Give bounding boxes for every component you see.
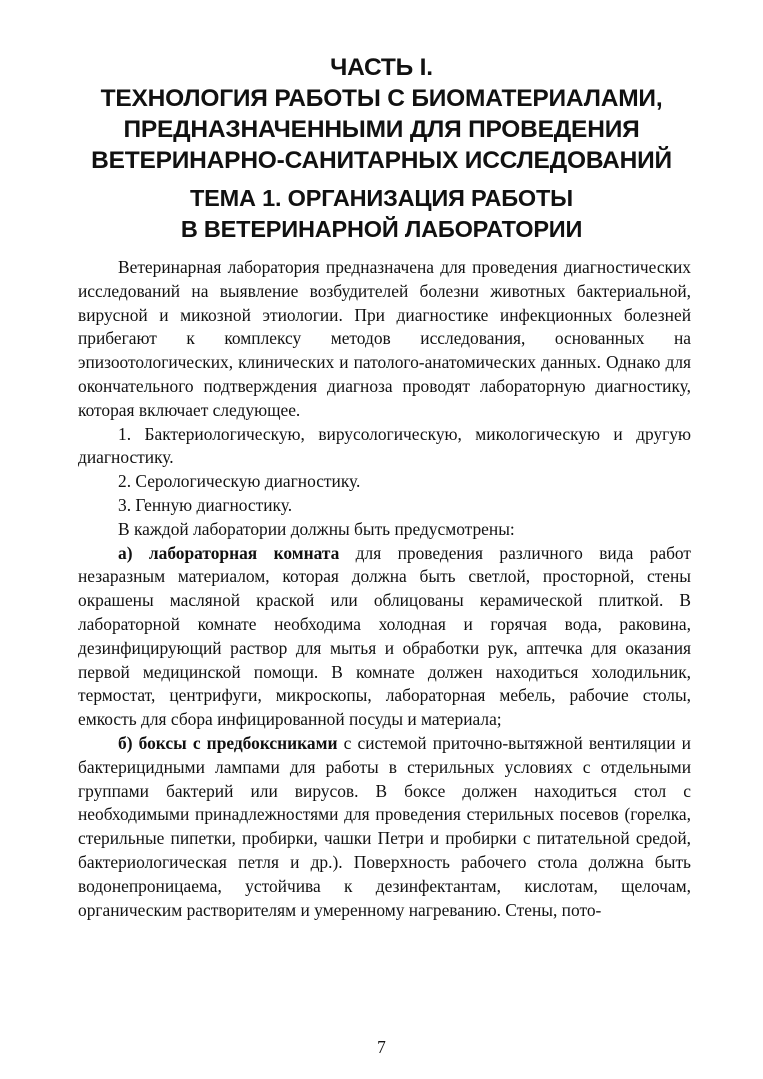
- list-item-2: 2. Серологическую диагностику.: [118, 471, 361, 492]
- part-title: [40, 52, 723, 176]
- part-title-line-2: ТЕХНОЛОГИЯ РАБОТЫ С БИОМАТЕРИАЛАМИ,: [100, 85, 663, 112]
- lab-requirements-intro: В каждой лаборатории должны быть предусмотрены:: [118, 518, 515, 539]
- part-title-line-3: ПРЕДНАЗНАЧЕННЫМИ ДЛЯ ПРОВЕДЕНИЯ: [123, 116, 640, 143]
- lab-room-term: а) лабораторная комната: [118, 542, 340, 563]
- part-title-line-1: ЧАСТЬ I.: [330, 54, 433, 81]
- list-item-3: 3. Генную диагностику.: [118, 494, 293, 515]
- intro-paragraph: Ветеринарная лаборатория предназначена для проведения диагностических исследований на выявление возбудителей болезни животных бактериальной, вирусной и микозной этиологии. При диагностике инфекционных болезней прибегают к комплексу методов исследования, основанных на эпизоотологических, клинических и патолого-анатомических данных. Однако для окончательного подтверждения диагноза проводят лабораторную диагностику, которая включает следующее.: [78, 257, 691, 420]
- topic-title-line-1: ТЕМА 1. ОРГАНИЗАЦИЯ РАБОТЫ: [190, 185, 573, 211]
- topic-title: [40, 183, 723, 245]
- page-number: 7: [377, 1037, 386, 1057]
- paragraph-lab-room: [78, 542, 691, 732]
- part-title-line-4: ВЕТЕРИНАРНО-САНИТАРНЫХ ИССЛЕДОВАНИЙ: [91, 147, 672, 174]
- boxes-term: б) боксы с предбоксниками: [118, 732, 338, 753]
- topic-title-line-2: В ВЕТЕРИНАРНОЙ ЛАБОРАТОРИИ: [180, 216, 583, 242]
- lab-room-description: для проведения различного вида работ незаразным материалом, которая должна быть светлой, просторной, стены окрашены масляной краской или облицованы керамической плиткой. В лабораторной комнате необходима холодная и горячая вода, раковина, дезинфицирующий раствор для мытья и обработки рук, аптечка для оказания первой медицинской помощи. В комнате должен находиться холодильник, термостат, центрифуги, микроскопы, лабораторная мебель, рабочие столы, емкость для сбора инфицированной посуды и материала;: [78, 542, 691, 730]
- list-item-1: 1. Бактериологическую, вирусологическую, микологическую и другую диагностику.: [78, 423, 691, 468]
- paragraph-boxes: [78, 732, 691, 922]
- body-text: [78, 256, 691, 922]
- boxes-description: с системой приточно-вытяжной вентиляции и бактерицидными лампами для работы в стерильных условиях с отдельными группами бактерий или вирусов. В боксе должен находиться стол с необходимыми принадлежностями для проведения стерильных посевов (горелка, стерильные пипетки, пробирки, чашки Петри и пробирки с питательной средой, бактериологическая петля и др.). Поверхность рабочего стола должна быть водонепроницаема, устойчива к дезинфектантам, кислотам, щелочам, органическим растворителям и умеренному нагреванию. Стены, пото-: [78, 732, 691, 920]
